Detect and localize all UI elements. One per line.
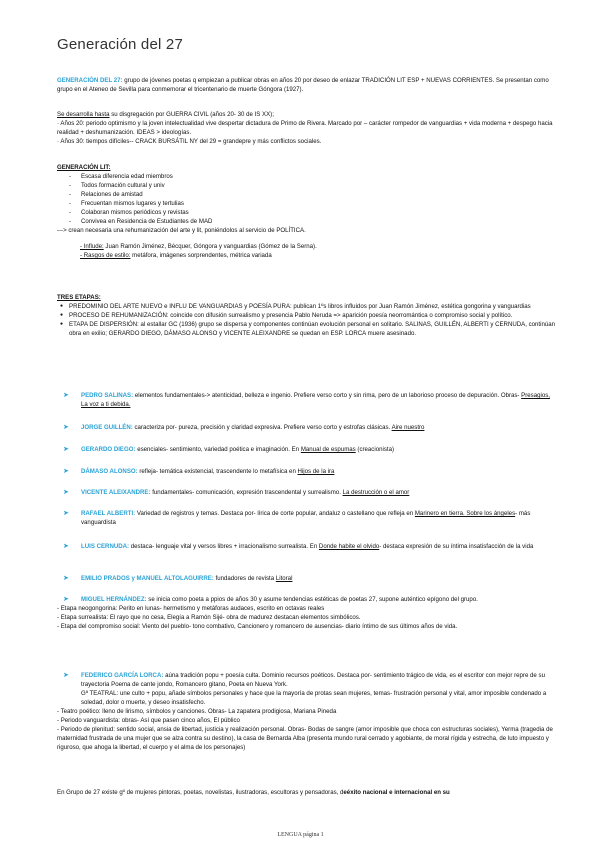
intro-lead: GENERACIÓN DEL 27: bbox=[57, 77, 123, 84]
influ-lead: - Influde: bbox=[80, 243, 104, 250]
desarrollo-paragraph bbox=[57, 110, 557, 146]
author-lorca bbox=[57, 671, 557, 752]
author-works: Donde habite el olvido bbox=[318, 543, 380, 550]
author-works: Presagios, La voz a ti debida. bbox=[81, 392, 550, 408]
author-cernuda bbox=[57, 542, 557, 551]
author-works: Litoral bbox=[275, 575, 293, 582]
author-name: RAFAEL ALBERTI: bbox=[81, 510, 136, 517]
author-name: JORGE GUILLÉN: bbox=[81, 424, 133, 431]
author-name: MIGUEL HERNÁNDEZ: bbox=[81, 596, 147, 603]
list-item: - Etapa neogongorina: Perito en lunas- hermetismo y metáforas audaces, escrito en octavas reales bbox=[57, 605, 325, 612]
list-item: - Frecuentan mismos lugares y tertulias bbox=[57, 199, 557, 208]
author-works: Aire nuestro bbox=[391, 424, 425, 431]
closing-bold: eéxito nacional e internacional en su bbox=[343, 789, 450, 796]
author-prados-altolaguirre bbox=[57, 574, 557, 583]
list-item: - Todos formación cultural y univ bbox=[57, 181, 557, 190]
author-text: Variedad de registros y temas. Destaca por- lírica de corte popular, andaluz o castellano que refleja en bbox=[135, 510, 415, 517]
author-text: caracteriza por- pureza, precisión y claridad expresiva. Prefiere verso corto y estrofas clásicas. bbox=[132, 424, 392, 431]
author-alonso bbox=[57, 467, 557, 476]
rasgos-text: metáfora, imágenes sorprendentes, métrica variada bbox=[130, 252, 272, 259]
arrow-bullet-icon: ➤ bbox=[63, 596, 69, 603]
list-item: ● ETAPA DE DISPERSIÓN: al estallar GC (1936) grupo se dispersa y componentes continúan evolución personal en solitario. SALINAS, GUILLÉN, ALBERTI y CERNUDA, continúan obra en exilio; GERARDO DIEGO, DÁMASO ALONSO y VICENTE ALEIXANDRE se quedan en ESP. LORCA muere asesinado. bbox=[57, 320, 557, 338]
lorca-teatro-list bbox=[57, 707, 557, 752]
author-works: Marinero en tierra. Sobre los ángeles bbox=[414, 510, 516, 517]
arrow-bullet-icon: ➤ bbox=[63, 489, 69, 496]
author-aleixandre bbox=[57, 488, 557, 497]
author-text: fundamentales- comunicación, expresión trascendental y surrealismo. bbox=[150, 489, 343, 496]
page-title: Generación del 27 bbox=[57, 36, 183, 53]
intro-text: grupo de jóvenes poetas q empiezan a publicar obras en años 20 por deseo de enlazar TRADICIÓN LIT ESP + NUEVAS CORRIENTES. Se presentan como grupo en el Ateneo de Sevilla para conmemorar el tricentenario de muerte Góngora (1927). bbox=[57, 77, 549, 93]
desarrollo-line-2: · Años 30: tiempos difíciles-- CRACK BURSÁTIL NY del 29 = grandepre y más conflictos sociales. bbox=[57, 138, 322, 145]
author-text: elementos fundamentales-> atenticidad, belleza e ingenio. Prefiere verso corto y sin rima, pero de un laborioso proceso de depuración. Obras- bbox=[133, 392, 522, 399]
author-after: - destaca expresión de su íntima insatisfacción de la vida bbox=[379, 543, 534, 550]
desarrollo-line-1: · Años 20: periodo optimismo y la joven intelectualidad vive despertar dictadura de Primo de Rivera. Marcado por – carácter rompedor de vanguardias + vida moderna + despego hacia realidad + deshumanización. IDEAS > ideologías. bbox=[57, 120, 553, 136]
list-item: - Etapa surrealista: El rayo que no cesa, Elegía a Ramón Sijé- obra de madurez destacan elementos simbólicos. bbox=[57, 614, 361, 621]
influ-text: Juan Ramón Jiménez, Bécquer, Góngora y vanguardias (Gómez de la Serna). bbox=[103, 243, 317, 250]
author-name: PEDRO SALINAS: bbox=[81, 392, 134, 399]
generacion-lit-section bbox=[57, 163, 557, 260]
desarrollo-lead-rest: su disgregación por GUERRA CIVIL (años 20- 30 de IS XX); bbox=[109, 111, 274, 118]
lorca-teatral: Gª TEATRAL: une culto + popu, añade símbolos personales y hace que la mayoría de protas sean mujeres, temas- frustración personal y vital, amor imposible condenado a soledad, dolor o muerte, y deseo insatisfecho. bbox=[81, 690, 547, 706]
page-footer: LENGUA página 1 bbox=[277, 832, 324, 838]
author-name: GERARDO DIEGO: bbox=[81, 446, 136, 453]
list-item: - Periodo de plenitud: sentido social, ansia de libertad, justicia y realización personal. Obras- Bodas de sangre (amor imposible que choca con estructuras sociales), Yerma (tragedia de maternidad frustrada de una mujer que se alza contra su destino), la casa de Bernarda Alba (presenta mundo rural cerrado y agobiante, de moral rígida y estrecha, de luto impuesto y riguroso, que ahoga la libertad, el cuerpo y el alma de los personajes) bbox=[57, 726, 553, 751]
arrow-bullet-icon: ➤ bbox=[63, 543, 69, 550]
author-name: EMILIO PRADOS y MANUEL ALTOLAGUIRRE: bbox=[81, 575, 214, 582]
list-item: - Relaciones de amistad bbox=[57, 190, 557, 199]
author-text: destaca- lenguaje vital y versos libres + irracionalismo surrealista. En bbox=[129, 543, 319, 550]
rehumanizacion-line: ---> crean necesaria una rehumanización del arte y lit, poniéndolos al servicio de POLÍTICA. bbox=[57, 227, 306, 234]
etapas-heading: TRES ETAPAS: bbox=[57, 294, 101, 301]
author-after: (creacionista) bbox=[355, 446, 394, 453]
list-item: - Convivea en Residencia de Estudiantes de MAD bbox=[57, 217, 557, 226]
arrow-bullet-icon: ➤ bbox=[63, 510, 69, 517]
generacion-lit-list bbox=[57, 172, 557, 226]
author-text: aúna tradición popu + poesía culta. Dominio recursos poéticos. Destaca por- sentimiento trágico de vida, es el escritor con mejor repre de su trayectoria Poema de cante jondo, Romancero gitano, Poeta en Nueva York. bbox=[81, 672, 545, 688]
author-text: esenciales- sentimiento, variedad poética e imaginación. En bbox=[135, 446, 301, 453]
author-guillen bbox=[57, 423, 557, 432]
list-item: - Periodo vanguardista: obras- Así que pasen cinco años, El público bbox=[57, 717, 240, 724]
arrow-bullet-icon: ➤ bbox=[63, 575, 69, 582]
author-text: refleja- temática existencial, trascendente lo metafísica en bbox=[137, 468, 298, 475]
desarrollo-lead: Se desarrolla hasta bbox=[57, 111, 110, 118]
hernandez-etapas-list bbox=[57, 604, 557, 631]
closing-text: En Grupo de 27 existe gº de mujeres pintoras, poetas, novelistas, ilustradoras, escultoras y pensadoras, d bbox=[57, 789, 344, 796]
arrow-bullet-icon: ➤ bbox=[63, 672, 69, 679]
author-text: fundadores de revista bbox=[213, 575, 276, 582]
etapas-section bbox=[57, 293, 557, 338]
author-name: FEDERICO GARCÍA LORCA: bbox=[81, 672, 164, 679]
author-hernandez bbox=[57, 595, 557, 631]
author-works: Hijos de la ira bbox=[297, 468, 335, 475]
list-item: ● PREDOMINIO DEL ARTE NUEVO e INFLU DE VANGUARDIAS y POESÍA PURA: publican 1ºs libros influidos por Juan Ramón Jiménez, estética gongorina y vanguardias bbox=[57, 302, 557, 311]
author-name: LUIS CERNUDA: bbox=[81, 543, 130, 550]
rasgos-lead: - Rasgos de estilo: bbox=[80, 252, 131, 259]
author-name: DÁMASO ALONSO: bbox=[81, 468, 138, 475]
list-item: - Etapa del compromiso social: Viento del pueblo- tono combativo, Cancionero y romancero de ausencias- diario íntimo de sus últimos años de vida. bbox=[57, 623, 458, 630]
list-item: ● PROCESO DE REHUMANIZACIÓN: coincide con difusión surrealismo y presencia Pablo Neruda => aparición poesía neorromántica o compromiso social y político. bbox=[57, 311, 557, 320]
list-item: - Escasa diferencia edad miembros bbox=[57, 172, 557, 181]
closing-paragraph bbox=[57, 788, 557, 797]
author-alberti bbox=[57, 509, 557, 527]
list-item: - Colaboran mismos periódicos y revistas bbox=[57, 208, 557, 217]
author-works: La destrucción o el amor bbox=[342, 489, 410, 496]
author-text: se inicia como poeta a ppios de años 30 y asume tendencias estéticas de poetas 27, supone auténtico epígono del grupo. bbox=[146, 596, 478, 603]
author-salinas bbox=[57, 391, 557, 409]
intro-paragraph bbox=[57, 76, 557, 94]
list-item: - Teatro poético: lleno de lirismo, símbolos y canciones. Obras- La zapatera prodigiosa, Mariana Pineda bbox=[57, 708, 337, 715]
author-diego bbox=[57, 445, 557, 454]
etapas-list bbox=[57, 302, 557, 338]
author-after: - más vanguardista bbox=[81, 510, 531, 526]
generacion-lit-heading: GENERACIÓN LIT: bbox=[57, 164, 111, 171]
arrow-bullet-icon: ➤ bbox=[63, 392, 69, 399]
arrow-bullet-icon: ➤ bbox=[63, 468, 69, 475]
author-works: Manual de espumas bbox=[300, 446, 356, 453]
arrow-bullet-icon: ➤ bbox=[63, 424, 69, 431]
author-name: VICENTE ALEIXANDRE: bbox=[81, 489, 151, 496]
arrow-bullet-icon: ➤ bbox=[63, 446, 69, 453]
